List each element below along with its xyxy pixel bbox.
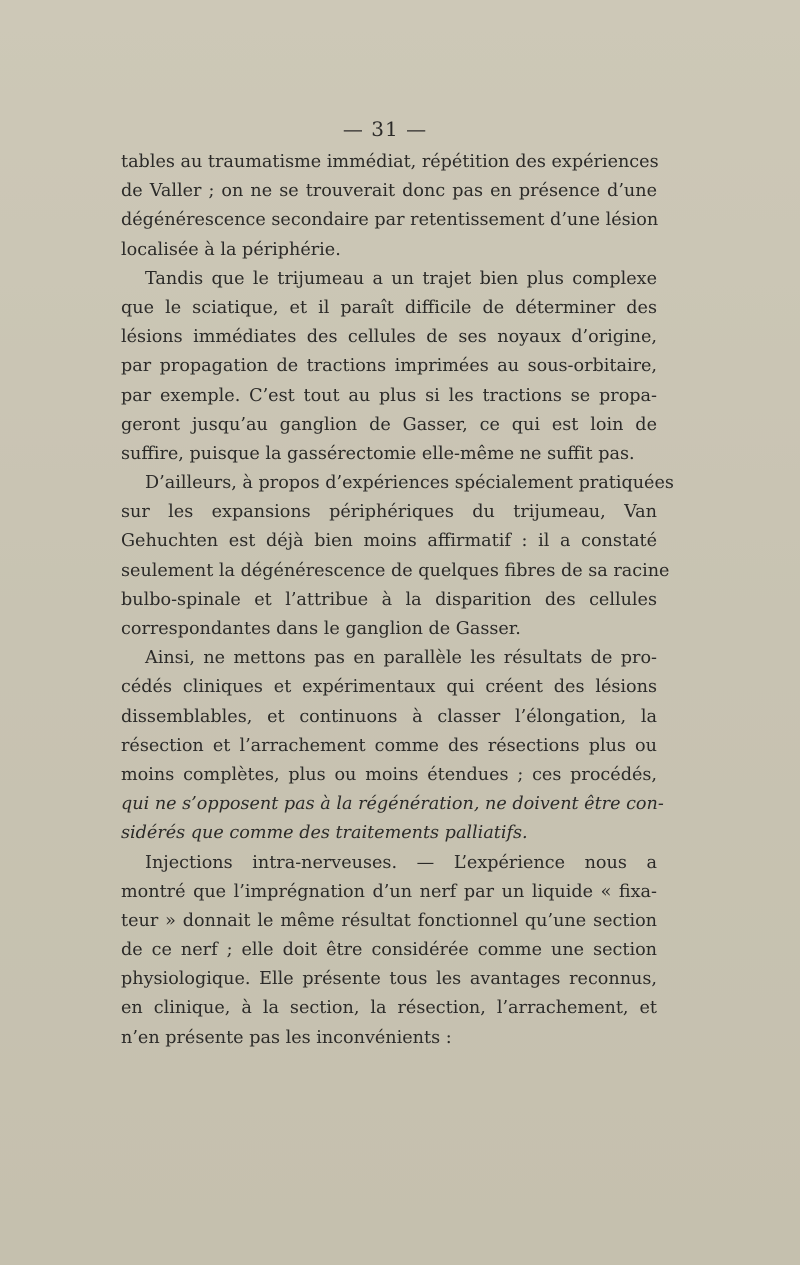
text-line: lésions immédiates des cellules de ses noyaux d’origine, xyxy=(121,327,657,348)
text-line: par exemple. C’est tout au plus si les tractions se propa- xyxy=(121,385,657,406)
text-line: de ce nerf ; elle doit être considérée comme une section xyxy=(121,940,657,961)
text-line: sur les expansions périphériques du trijumeau, Van xyxy=(121,502,657,523)
body-text xyxy=(121,148,674,1053)
text-line: physiologique. Elle présente tous les avantages reconnus, xyxy=(121,969,657,990)
text-line: cédés cliniques et expérimentaux qui créent des lésions xyxy=(121,677,657,698)
text-line: suffire, puisque la gassérectomie elle-même ne suffit pas. xyxy=(121,443,635,464)
page-number: — 31 — xyxy=(342,117,428,141)
text-line: que le sciatique, et il paraît difficile de déterminer des xyxy=(121,297,657,318)
text-line: localisée à la périphérie. xyxy=(121,239,341,260)
text-line: teur » donnait le même résultat fonctionnel qu’une section xyxy=(121,910,657,931)
text-line: résection et l’arrachement comme des résections plus ou xyxy=(121,735,657,756)
text-line: Ainsi, ne mettons pas en parallèle les résultats de pro- xyxy=(145,648,657,669)
text-line: Gehuchten est déjà bien moins affirmatif : il a constaté xyxy=(121,531,657,552)
text-line: Tandis que le trijumeau a un trajet bien plus complexe xyxy=(145,268,657,289)
text-line: dégénérescence secondaire par retentissement d’une lésion xyxy=(121,210,659,231)
text-line: seulement la dégénérescence de quelques fibres de sa racine xyxy=(121,560,670,581)
text-line: de Valler ; on ne se trouverait donc pas en présence d’une xyxy=(121,181,657,202)
text-line: dissemblables, et continuons à classer l’élongation, la xyxy=(121,706,657,727)
text-line: tables au traumatisme immédiat, répétition des expériences xyxy=(121,152,659,172)
text-line: n’en présente pas les inconvénients : xyxy=(121,1027,452,1048)
text-line: par propagation de tractions imprimées au sous-orbitaire, xyxy=(121,356,657,377)
text-line: moins complètes, plus ou moins étendues ; ces procédés, xyxy=(121,764,657,785)
section-heading-line: Injections intra-nerveuses. — L’expérience nous a xyxy=(145,852,657,873)
text-line: montré que l’imprégnation d’un nerf par un liquide « fixa- xyxy=(121,881,657,902)
text-line: bulbo-spinale et l’attribue à la disparition des cellules xyxy=(121,589,657,610)
text-line: D’ailleurs, à propos d’expériences spécialement pratiquées xyxy=(145,473,674,494)
text-line: en clinique, à la section, la résection, l’arrachement, et xyxy=(121,998,657,1019)
text-line-italic: qui ne s’opposent pas à la régénération, ne doivent être con- xyxy=(121,794,664,815)
text-line: geront jusqu’au ganglion de Gasser, ce qui est loin de xyxy=(121,414,657,435)
text-line: correspondantes dans le ganglion de Gasser. xyxy=(121,619,521,639)
text-line-italic: sidérés que comme des traitements palliatifs. xyxy=(121,823,528,844)
